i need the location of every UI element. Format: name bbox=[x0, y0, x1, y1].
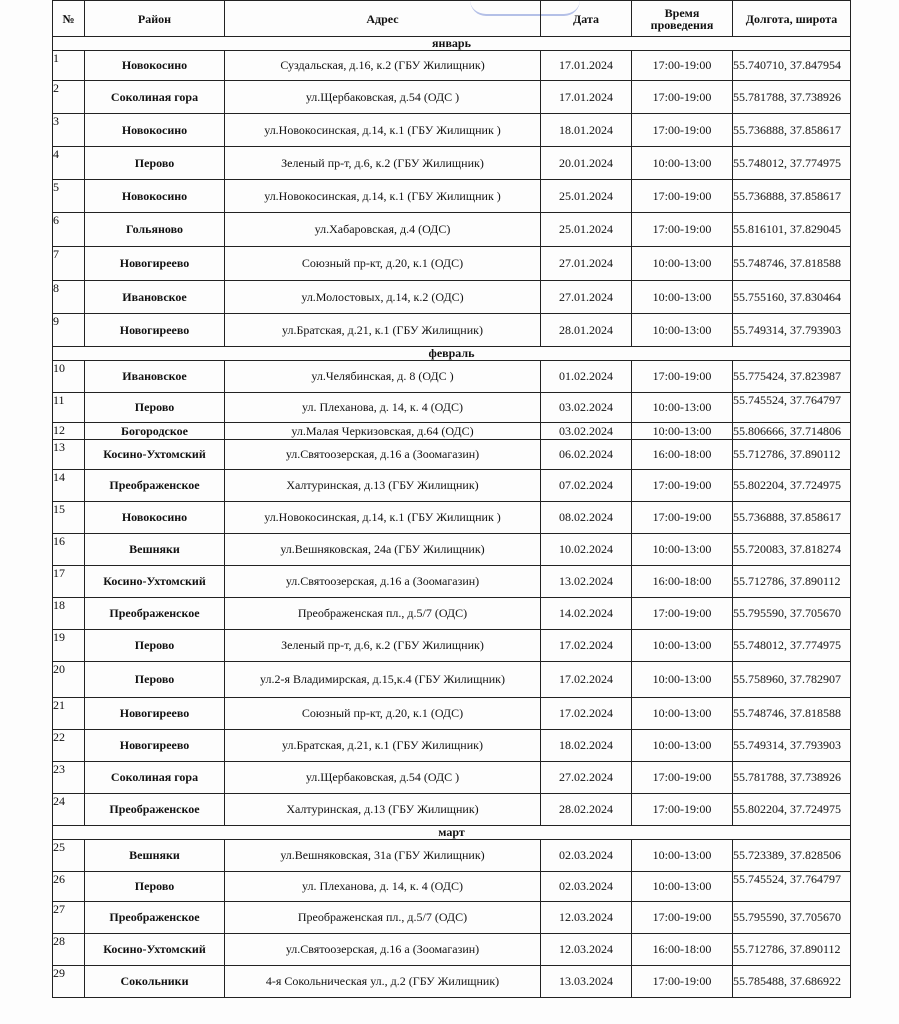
row-date: 03.02.2024 bbox=[541, 423, 632, 440]
row-district: Новокосино bbox=[85, 502, 225, 534]
row-date: 20.01.2024 bbox=[541, 147, 632, 180]
row-date: 06.02.2024 bbox=[541, 440, 632, 470]
header-num: № bbox=[53, 1, 85, 37]
row-coords: 55.748012, 37.774975 bbox=[733, 147, 851, 180]
row-address: Зеленый пр-т, д.6, к.2 (ГБУ Жилищник) bbox=[225, 147, 541, 180]
row-num: 6 bbox=[53, 213, 85, 247]
row-address: ул.Хабаровская, д.4 (ОДС) bbox=[225, 213, 541, 247]
table-row bbox=[53, 902, 851, 934]
header-time-line1: Время bbox=[664, 5, 700, 20]
row-num: 23 bbox=[53, 762, 85, 794]
row-district: Преображенское bbox=[85, 598, 225, 630]
row-district: Перово bbox=[85, 147, 225, 180]
row-num: 17 bbox=[53, 566, 85, 598]
table-row bbox=[53, 840, 851, 872]
row-coords: 55.802204, 37.724975 bbox=[733, 470, 851, 502]
row-district: Новокосино bbox=[85, 51, 225, 81]
row-date: 13.02.2024 bbox=[541, 566, 632, 598]
row-num: 9 bbox=[53, 314, 85, 347]
row-date: 10.02.2024 bbox=[541, 534, 632, 566]
row-date: 12.03.2024 bbox=[541, 934, 632, 966]
table-body bbox=[53, 37, 851, 998]
row-date: 18.02.2024 bbox=[541, 730, 632, 762]
row-district: Гольяново bbox=[85, 213, 225, 247]
table-row bbox=[53, 361, 851, 393]
row-time: 10:00-13:00 bbox=[632, 281, 733, 314]
row-coords: 55.712786, 37.890112 bbox=[733, 440, 851, 470]
row-time: 10:00-13:00 bbox=[632, 840, 733, 872]
row-address: Зеленый пр-т, д.6, к.2 (ГБУ Жилищник) bbox=[225, 630, 541, 662]
row-num: 22 bbox=[53, 730, 85, 762]
table-row bbox=[53, 470, 851, 502]
row-time: 17:00-19:00 bbox=[632, 966, 733, 998]
row-district: Вешняки bbox=[85, 840, 225, 872]
row-district: Сокольники bbox=[85, 966, 225, 998]
header-address: Адрес bbox=[225, 1, 541, 37]
row-coords: 55.749314, 37.793903 bbox=[733, 730, 851, 762]
table-row bbox=[53, 698, 851, 730]
row-num: 5 bbox=[53, 180, 85, 213]
row-coords: 55.749314, 37.793903 bbox=[733, 314, 851, 347]
table-row bbox=[53, 966, 851, 998]
table-row bbox=[53, 51, 851, 81]
row-time: 10:00-13:00 bbox=[632, 730, 733, 762]
row-num: 18 bbox=[53, 598, 85, 630]
row-address: ул.Новокосинская, д.14, к.1 (ГБУ Жилищник ) bbox=[225, 114, 541, 147]
row-time: 10:00-13:00 bbox=[632, 393, 733, 423]
row-num: 4 bbox=[53, 147, 85, 180]
row-num: 19 bbox=[53, 630, 85, 662]
header-date: Дата bbox=[541, 1, 632, 37]
row-address: ул.Братская, д.21, к.1 (ГБУ Жилищник) bbox=[225, 314, 541, 347]
row-date: 17.01.2024 bbox=[541, 51, 632, 81]
row-district: Косино-Ухтомский bbox=[85, 440, 225, 470]
row-date: 28.02.2024 bbox=[541, 794, 632, 826]
row-time: 10:00-13:00 bbox=[632, 630, 733, 662]
row-time: 10:00-13:00 bbox=[632, 872, 733, 902]
row-coords: 55.736888, 37.858617 bbox=[733, 502, 851, 534]
row-district: Новогиреево bbox=[85, 730, 225, 762]
row-num: 1 bbox=[53, 51, 85, 81]
row-num: 16 bbox=[53, 534, 85, 566]
row-address: ул.Новокосинская, д.14, к.1 (ГБУ Жилищник ) bbox=[225, 502, 541, 534]
row-district: Перово bbox=[85, 393, 225, 423]
table-row bbox=[53, 534, 851, 566]
row-time: 17:00-19:00 bbox=[632, 213, 733, 247]
row-coords: 55.748746, 37.818588 bbox=[733, 247, 851, 281]
row-time: 17:00-19:00 bbox=[632, 470, 733, 502]
row-address: ул. Плеханова, д. 14, к. 4 (ОДС) bbox=[225, 393, 541, 423]
table-row bbox=[53, 630, 851, 662]
table-row bbox=[53, 872, 851, 902]
row-district: Вешняки bbox=[85, 534, 225, 566]
row-num: 7 bbox=[53, 247, 85, 281]
row-address: Преображенская пл., д.5/7 (ОДС) bbox=[225, 598, 541, 630]
row-district: Перово bbox=[85, 630, 225, 662]
row-address: Союзный пр-кт, д.20, к.1 (ОДС) bbox=[225, 247, 541, 281]
table-row bbox=[53, 213, 851, 247]
row-time: 10:00-13:00 bbox=[632, 698, 733, 730]
table-row bbox=[53, 393, 851, 423]
header-time bbox=[632, 1, 733, 37]
row-num: 24 bbox=[53, 794, 85, 826]
row-num: 15 bbox=[53, 502, 85, 534]
month-row-mar bbox=[53, 826, 851, 840]
row-coords: 55.740710, 37.847954 bbox=[733, 51, 851, 81]
row-date: 17.02.2024 bbox=[541, 662, 632, 698]
row-address: ул.Святоозерская, д.16 а (Зоомагазин) bbox=[225, 440, 541, 470]
row-num: 27 bbox=[53, 902, 85, 934]
row-time: 17:00-19:00 bbox=[632, 794, 733, 826]
row-address: ул.Челябинская, д. 8 (ОДС ) bbox=[225, 361, 541, 393]
row-num: 11 bbox=[53, 393, 85, 423]
row-time: 10:00-13:00 bbox=[632, 662, 733, 698]
header-coords: Долгота, широта bbox=[733, 1, 851, 37]
month-label: январь bbox=[53, 37, 851, 51]
row-num: 12 bbox=[53, 423, 85, 440]
month-row-jan bbox=[53, 37, 851, 51]
table-row bbox=[53, 598, 851, 630]
row-district: Новогиреево bbox=[85, 698, 225, 730]
table-row bbox=[53, 314, 851, 347]
row-coords: 55.802204, 37.724975 bbox=[733, 794, 851, 826]
row-num: 13 bbox=[53, 440, 85, 470]
table-row bbox=[53, 730, 851, 762]
table-row bbox=[53, 81, 851, 114]
row-address: ул.Святоозерская, д.16 а (Зоомагазин) bbox=[225, 566, 541, 598]
table-row bbox=[53, 114, 851, 147]
row-district: Ивановское bbox=[85, 281, 225, 314]
row-date: 25.01.2024 bbox=[541, 213, 632, 247]
table-row bbox=[53, 502, 851, 534]
header-time-line2: проведения bbox=[650, 17, 714, 32]
row-date: 08.02.2024 bbox=[541, 502, 632, 534]
row-num: 21 bbox=[53, 698, 85, 730]
table-row bbox=[53, 180, 851, 213]
row-district: Богородское bbox=[85, 423, 225, 440]
row-coords: 55.795590, 37.705670 bbox=[733, 902, 851, 934]
table-row bbox=[53, 566, 851, 598]
table-row bbox=[53, 794, 851, 826]
row-date: 25.01.2024 bbox=[541, 180, 632, 213]
row-district: Косино-Ухтомский bbox=[85, 934, 225, 966]
table-row bbox=[53, 762, 851, 794]
row-district: Перово bbox=[85, 662, 225, 698]
row-district: Преображенское bbox=[85, 794, 225, 826]
row-coords: 55.781788, 37.738926 bbox=[733, 762, 851, 794]
row-time: 17:00-19:00 bbox=[632, 902, 733, 934]
row-date: 02.03.2024 bbox=[541, 840, 632, 872]
row-address: Союзный пр-кт, д.20, к.1 (ОДС) bbox=[225, 698, 541, 730]
row-address: Халтуринская, д.13 (ГБУ Жилищник) bbox=[225, 794, 541, 826]
row-coords: 55.736888, 37.858617 bbox=[733, 114, 851, 147]
header-district: Район bbox=[85, 1, 225, 37]
row-address: 4-я Сокольническая ул., д.2 (ГБУ Жилищник) bbox=[225, 966, 541, 998]
row-coords: 55.795590, 37.705670 bbox=[733, 598, 851, 630]
row-coords: 55.745524, 37.764797 bbox=[733, 393, 851, 423]
row-district: Новокосино bbox=[85, 114, 225, 147]
row-time: 10:00-13:00 bbox=[632, 534, 733, 566]
row-time: 17:00-19:00 bbox=[632, 502, 733, 534]
row-time: 17:00-19:00 bbox=[632, 81, 733, 114]
row-district: Соколиная гора bbox=[85, 81, 225, 114]
row-time: 16:00-18:00 bbox=[632, 440, 733, 470]
row-address: ул.Щербаковская, д.54 (ОДС ) bbox=[225, 762, 541, 794]
row-date: 18.01.2024 bbox=[541, 114, 632, 147]
row-address: Суздальская, д.16, к.2 (ГБУ Жилищник) bbox=[225, 51, 541, 81]
row-date: 17.01.2024 bbox=[541, 81, 632, 114]
row-time: 10:00-13:00 bbox=[632, 247, 733, 281]
row-date: 17.02.2024 bbox=[541, 630, 632, 662]
schedule-table bbox=[52, 0, 851, 998]
row-num: 8 bbox=[53, 281, 85, 314]
row-coords: 55.723389, 37.828506 bbox=[733, 840, 851, 872]
row-date: 13.03.2024 bbox=[541, 966, 632, 998]
row-num: 10 bbox=[53, 361, 85, 393]
row-district: Преображенское bbox=[85, 470, 225, 502]
row-district: Новогиреево bbox=[85, 247, 225, 281]
row-address: ул.Щербаковская, д.54 (ОДС ) bbox=[225, 81, 541, 114]
row-num: 2 bbox=[53, 81, 85, 114]
row-address: ул.Святоозерская, д.16 а (Зоомагазин) bbox=[225, 934, 541, 966]
row-time: 17:00-19:00 bbox=[632, 762, 733, 794]
row-coords: 55.758960, 37.782907 bbox=[733, 662, 851, 698]
row-address: ул.Молостовых, д.14, к.2 (ОДС) bbox=[225, 281, 541, 314]
row-address: ул.Малая Черкизовская, д.64 (ОДС) bbox=[225, 423, 541, 440]
row-date: 12.03.2024 bbox=[541, 902, 632, 934]
row-date: 07.02.2024 bbox=[541, 470, 632, 502]
row-time: 17:00-19:00 bbox=[632, 361, 733, 393]
row-num: 3 bbox=[53, 114, 85, 147]
row-time: 10:00-13:00 bbox=[632, 314, 733, 347]
row-date: 27.02.2024 bbox=[541, 762, 632, 794]
row-address: Преображенская пл., д.5/7 (ОДС) bbox=[225, 902, 541, 934]
row-num: 28 bbox=[53, 934, 85, 966]
row-coords: 55.712786, 37.890112 bbox=[733, 934, 851, 966]
row-district: Преображенское bbox=[85, 902, 225, 934]
row-address: ул.Братская, д.21, к.1 (ГБУ Жилищник) bbox=[225, 730, 541, 762]
row-coords: 55.748012, 37.774975 bbox=[733, 630, 851, 662]
row-time: 10:00-13:00 bbox=[632, 147, 733, 180]
row-num: 25 bbox=[53, 840, 85, 872]
row-date: 03.02.2024 bbox=[541, 393, 632, 423]
row-date: 14.02.2024 bbox=[541, 598, 632, 630]
row-time: 17:00-19:00 bbox=[632, 114, 733, 147]
row-coords: 55.745524, 37.764797 bbox=[733, 872, 851, 902]
row-time: 16:00-18:00 bbox=[632, 934, 733, 966]
row-address: ул.Новокосинская, д.14, к.1 (ГБУ Жилищник ) bbox=[225, 180, 541, 213]
row-date: 17.02.2024 bbox=[541, 698, 632, 730]
row-coords: 55.781788, 37.738926 bbox=[733, 81, 851, 114]
row-address: ул. Плеханова, д. 14, к. 4 (ОДС) bbox=[225, 872, 541, 902]
row-time: 17:00-19:00 bbox=[632, 598, 733, 630]
row-date: 27.01.2024 bbox=[541, 247, 632, 281]
row-coords: 55.785488, 37.686922 bbox=[733, 966, 851, 998]
table-row bbox=[53, 662, 851, 698]
row-coords: 55.816101, 37.829045 bbox=[733, 213, 851, 247]
row-coords: 55.712786, 37.890112 bbox=[733, 566, 851, 598]
table-row bbox=[53, 934, 851, 966]
row-time: 10:00-13:00 bbox=[632, 423, 733, 440]
row-date: 02.03.2024 bbox=[541, 872, 632, 902]
row-time: 17:00-19:00 bbox=[632, 180, 733, 213]
row-date: 28.01.2024 bbox=[541, 314, 632, 347]
row-time: 17:00-19:00 bbox=[632, 51, 733, 81]
table-header-row bbox=[53, 1, 851, 37]
row-district: Ивановское bbox=[85, 361, 225, 393]
row-coords: 55.775424, 37.823987 bbox=[733, 361, 851, 393]
month-row-feb bbox=[53, 347, 851, 361]
row-coords: 55.736888, 37.858617 bbox=[733, 180, 851, 213]
row-date: 27.01.2024 bbox=[541, 281, 632, 314]
row-num: 26 bbox=[53, 872, 85, 902]
row-coords: 55.755160, 37.830464 bbox=[733, 281, 851, 314]
row-coords: 55.806666, 37.714806 bbox=[733, 423, 851, 440]
row-address: ул.Вешняковская, 24а (ГБУ Жилищник) bbox=[225, 534, 541, 566]
row-coords: 55.748746, 37.818588 bbox=[733, 698, 851, 730]
row-time: 16:00-18:00 bbox=[632, 566, 733, 598]
row-district: Новогиреево bbox=[85, 314, 225, 347]
row-district: Перово bbox=[85, 872, 225, 902]
table-row bbox=[53, 247, 851, 281]
row-num: 20 bbox=[53, 662, 85, 698]
table-row bbox=[53, 423, 851, 440]
row-num: 29 bbox=[53, 966, 85, 998]
row-address: Халтуринская, д.13 (ГБУ Жилищник) bbox=[225, 470, 541, 502]
row-num: 14 bbox=[53, 470, 85, 502]
table-row bbox=[53, 147, 851, 180]
month-label: февраль bbox=[53, 347, 851, 361]
table-row bbox=[53, 440, 851, 470]
row-address: ул.Вешняковская, 31а (ГБУ Жилищник) bbox=[225, 840, 541, 872]
row-coords: 55.720083, 37.818274 bbox=[733, 534, 851, 566]
row-address: ул.2-я Владимирская, д.15,к.4 (ГБУ Жилищник) bbox=[225, 662, 541, 698]
row-district: Новокосино bbox=[85, 180, 225, 213]
table-row bbox=[53, 281, 851, 314]
month-label: март bbox=[53, 826, 851, 840]
row-date: 01.02.2024 bbox=[541, 361, 632, 393]
row-district: Соколиная гора bbox=[85, 762, 225, 794]
row-district: Косино-Ухтомский bbox=[85, 566, 225, 598]
